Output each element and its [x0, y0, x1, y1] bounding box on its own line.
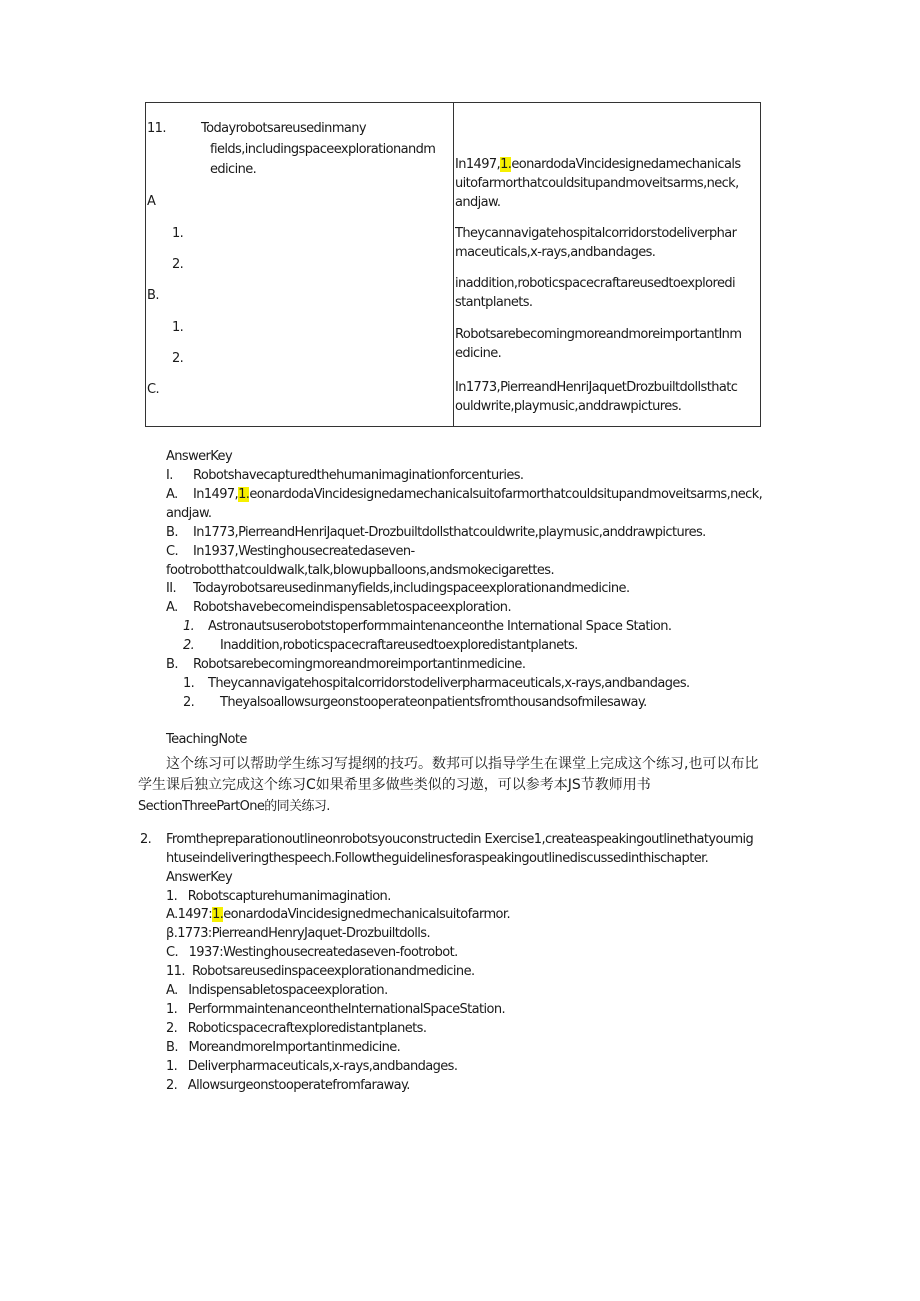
ak1-a2-1-text: Astronautsuserobotstoperformmaintenanceonthe International Space Station. [208, 619, 672, 634]
teaching-note-line2: 学生课后独立完成这个练习C如果希里多做些类似的习遨，可以参考本JS节教师用书 [138, 777, 651, 793]
teaching-note-line1: 这个练习可以帮助学生练习写提纲的技巧。数邦可以指导学生在课堂上完成这个练习,也可以布比 [166, 756, 759, 772]
left-heading-line1: Todayrobotsareusedinmany [201, 121, 366, 136]
right-row3-line1: inaddition,roboticspacecraftareusedtoexploredi [455, 276, 736, 291]
ak1-b2-2-label: 2. [183, 695, 195, 710]
teaching-note-line3: SectionThreePartOne的同关练习. [138, 799, 330, 814]
ak2-line11: 2. Allowsurgeonstooperatefromfaraway. [166, 1078, 410, 1093]
ak1-i-label: I. [166, 468, 173, 483]
ak2-line4: C. 1937:Westinghousecreatedaseven-footrobot. [166, 945, 458, 960]
highlight-mark: 1. [238, 487, 250, 502]
answer-key-2-title: AnswerKey [166, 870, 233, 885]
ak1-a2-label: A. [166, 600, 178, 615]
left-b-item2: 2. [172, 351, 184, 366]
right-row2-line2: maceuticals,x-rays,andbandages. [455, 245, 656, 260]
ak1-a2-2-text: Inaddition,roboticspacecraftareusedtoexploredistantplanets. [220, 638, 578, 653]
ak1-b-text: In1773,PierreandHenriJaquet-Drozbuiltdollsthatcouldwrite,playmusic,anddrawpictures. [193, 525, 706, 540]
ak2-line3: β.1773:PierreandHenryJaquet-Drozbuiltdolls. [166, 926, 431, 941]
right-row4-line2: edicine. [455, 346, 502, 361]
left-a-item1: 1. [172, 226, 184, 241]
ak1-c-label: C. [166, 544, 179, 559]
right-row1-line3: andjaw. [455, 195, 501, 210]
ak2-line5: 11. Robotsareusedinspaceexplorationandmedicine. [166, 964, 475, 979]
right-row2-line1: Theycannavigatehospitalcorridorstodeliverphar [455, 226, 737, 241]
teaching-note-title: TeachingNote [166, 732, 247, 747]
ak1-b2-2-text: Theyalsoallowsurgeonstooperateonpatientsfromthousandsofmilesaway. [220, 695, 647, 710]
ak2-line2: A.1497:1.eonardodaVincidesignedmechanicalsuitofarmor. [166, 907, 510, 922]
right-row1-line1: In1497,1.eonardodaVincidesignedamechanicals [455, 157, 741, 172]
ak2-line10: 1. Deliverpharmaceuticals,x-rays,andbandages. [166, 1059, 458, 1074]
ak1-a-text: In1497,1.eonardodaVincidesignedamechanicalsuitofarmorthatcouldsitupandmoveitsarms,neck, [193, 487, 763, 502]
ak1-ii-text: Todayrobotsareusedinmanyfields,includingspaceexplorationandmedicine. [193, 581, 630, 596]
ak2-line9: B. MoreandmoreImportantinmedicine. [166, 1040, 401, 1055]
left-heading-number: 11. [147, 121, 166, 136]
right-row4-line1: RobotsarebecomingmoreandmoreimportantInm [455, 327, 742, 342]
right-row5-line1: In1773,PierreandHenriJaquetDrozbuiltdollsthatc [455, 380, 738, 395]
ak2-line8: 2. Roboticspacecraftexploredistantplanets. [166, 1021, 427, 1036]
ak2-line7: 1. PerformmaintenanceontheInternationalSpaceStation. [166, 1002, 506, 1017]
ak1-b2-label: B. [166, 657, 178, 672]
ak1-b2-text: Robotsarebecomingmoreandmoreimportantinmedicine. [193, 657, 526, 672]
ak1-a2-2-label: 2. [183, 638, 195, 653]
ak1-c-text: In1937,Westinghousecreatedaseven- [193, 544, 415, 559]
ak2-line1: 1. Robotscapturehumanimagination. [166, 889, 391, 904]
answer-key-1-title: AnswerKey [166, 449, 233, 464]
highlight-mark: 1. [212, 907, 224, 922]
ak1-a2-text: Robotshavebecomeindispensabletospaceexploration. [193, 600, 511, 615]
ak1-b2-1-text: Theycannavigatehospitalcorridorstodeliverpharmaceuticals,x-rays,andbandages. [208, 676, 690, 691]
left-heading-line3: edicine. [210, 162, 257, 177]
exercise2-line2: htuseindeliveringthespeech.Followtheguidelinesforaspeakingoutlinediscussedinthischapter. [166, 851, 709, 866]
left-heading-line2: fields,includingspaceexplorationandm [210, 142, 436, 157]
ak1-i-text: Robotshavecapturedthehumanimaginationforcenturies. [193, 468, 524, 483]
right-row1-line2: uitofarmorthatcouldsitupandmoveitsarms,neck, [455, 176, 739, 191]
table-column-divider [453, 103, 454, 426]
left-b-item1: 1. [172, 320, 184, 335]
ak1-a-label: A. [166, 487, 178, 502]
right-row5-line2: ouldwrite,playmusic,anddrawpictures. [455, 399, 682, 414]
ak2-line6: A. Indispensabletospaceexploration. [166, 983, 388, 998]
exercise2-number: 2. [140, 832, 152, 847]
highlight-mark: 1. [500, 157, 512, 172]
ak1-b2-1-label: 1. [183, 676, 195, 691]
left-label-a: A [147, 194, 156, 209]
ak1-c-line2: footrobotthatcouldwalk,talk,blowupballoons,andsmokecigarettes. [166, 563, 554, 578]
left-a-item2: 2. [172, 257, 184, 272]
right-row3-line2: stantplanets. [455, 295, 533, 310]
exercise2-line1: Fromthepreparationoutlineonrobotsyouconstructedin Exercise1,createaspeakingoutlinethatyoumig [166, 832, 754, 847]
ak1-a-line2: andjaw. [166, 506, 212, 521]
ak1-a2-1-label: 1. [183, 619, 195, 634]
left-label-c: C. [147, 382, 160, 397]
ak1-ii-label: II. [166, 581, 177, 596]
ak1-b-label: B. [166, 525, 178, 540]
left-label-b: B. [147, 288, 159, 303]
